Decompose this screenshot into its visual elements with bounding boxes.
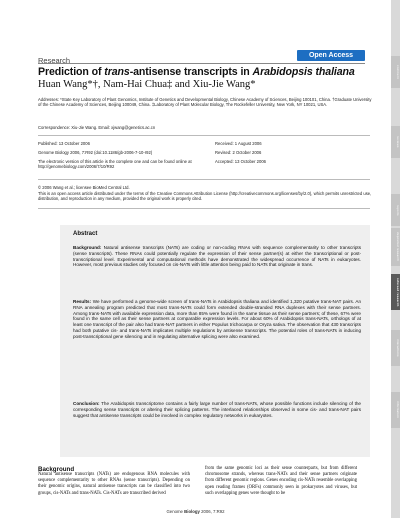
published-date: Published: 13 October 2006 [38,141,90,146]
abstract-conclusion: Conclusion: The Arabidopsis transcriptome contains a fairly large number of trans-NATs, whose possible functions include silencing of the corresponding sense transcripts or altering their splicing patterns. The interlaced relationships observed in some cis- and trans-NAT pairs suggest that antisense transcripts could be involved in complex regulatory networks in eukaryotes. [73,401,361,418]
received-date: Received: 1 August 2006 [215,141,262,146]
background-heading: Background [38,466,75,473]
copyright: © 2006 Wang et al.; licensee BioMed Central Ltd. [38,185,130,190]
abstract-background: Background: Natural antisense transcripts (NATs) are coding or non-coding RNAs with sequence complementarity to other transcripts (sense transcripts). These RNAs could potentially regulate the expression of their sense partner(s) at either the transcriptional or post-transcriptional level. Experimental and computational methods have demonstrated the widespread occurrence of NATs in eukaryotes. However, most previous studies only focused on cis-NATs with little attention being paid to NATs that originate in trans. [73,245,361,268]
correspondence: Correspondence: Xiu-Jie Wang. Email: xjwang@genetics.ac.cn [38,125,156,130]
citation: Genome Biology 2006, 7:R92 (doi:10.1186/gb-2006-7-10-r92) [38,150,153,155]
article-type: Research [38,56,71,65]
online-version: The electronic version of this article is the complete one and can be found online at http://genomebiology.com/2006/7/10/R92 [38,159,192,170]
sidebar-tab-comment[interactable]: comment [391,56,400,88]
author-list: Huan Wang*†, Nam-Hai Chua‡ and Xiu-Jie Wang* [38,79,256,90]
divider-2 [38,179,370,180]
sidebar-tab-refereed-research[interactable]: refereed research [391,274,400,310]
abstract-results: Results: We have performed a genome-wide screen of trans-NATs in Arabidopsis thaliana and identified 1,320 putative trans-NAT pairs. An RNA annealing program predicted that most trans-NATs could form extended double-stranded RNA duplexes with their sense partners. Among trans-NATs with available expression data, more than 85% were found in the same tissue as their sense partners; of these, 67% were found in the same cell as their sense partners at comparable expression levels. For about 60% of Arabidopsis trans-NATs, orthologs of at least one transcript of the pair also had trans-NAT partners in either Populus trichocarpa or Oryza sativa. The observation that 430 transcripts had both putative cis- and trans-NATs implicates multiple regulations by antisense transcripts. The potential roles of trans-NATs in inducing post-transcriptional gene silencing and in regulating alternative splicing were also examined. [73,299,362,339]
addresses: Addresses: *State Key Laboratory of Plant Genomics, Institute of Genetics and Developmental Biology, Chinese Academy of Sciences, Beijing 100101, China. †Graduate University of the Chinese Academy of Sciences, Beijing 100049, China. ‡Laboratory of Plant Molecular Biology, The Rockefeller University, New York, NY 10021, USA. [38,97,372,108]
sidebar-tab-deposited-research[interactable]: deposited research [391,228,400,266]
body-column-right: from the same genomic loci as their sense counterparts, but from different chromosome strands, whereas trans-NATs and their sense partners originate from different genomic regions. Genes encoding cis-NATs resemble overlapping open reading frames (ORFs) commonly seen in prokaryotes and viruses, but such overlapping genes were thought to be [205,466,357,496]
abstract-heading: Abstract [73,231,98,237]
sidebar-tab-information[interactable]: information [391,392,400,428]
sidebar-tab-interactions[interactable]: interactions [391,330,400,366]
page-footer: Genome Biology 2006, 7:R92 [166,509,225,514]
license: This is an open access article distributed under the terms of the Creative Commons Attribution License (http://creativecommons.org/licenses/by/2.0), which permits unrestricted use, distribution, and reproduction in any medium, provided the original work is properly cited. [38,191,372,202]
sidebar-tab-reviews[interactable]: reviews [391,126,400,158]
sidebar-tab-reports[interactable]: reports [391,194,400,226]
article-title: Prediction of trans-antisense transcripts in Arabidopsis thaliana [38,66,355,78]
body-column-left: Natural antisense transcripts (NATs) are endogenous RNA molecules with sequence complementarity to other RNAs (sense transcripts). Depending on their genomic origins, natural antisense transcripts can be classified into two groups, cis-NATs and trans-NATs. Cis-NATs are transcribed derived [38,472,190,496]
divider-3 [38,208,370,209]
divider-1 [38,135,370,136]
open-access-badge: Open Access [297,50,365,61]
header-rule [38,63,365,64]
accepted-date: Accepted: 13 October 2006 [215,159,266,164]
revised-date: Revised: 2 October 2006 [215,150,262,155]
